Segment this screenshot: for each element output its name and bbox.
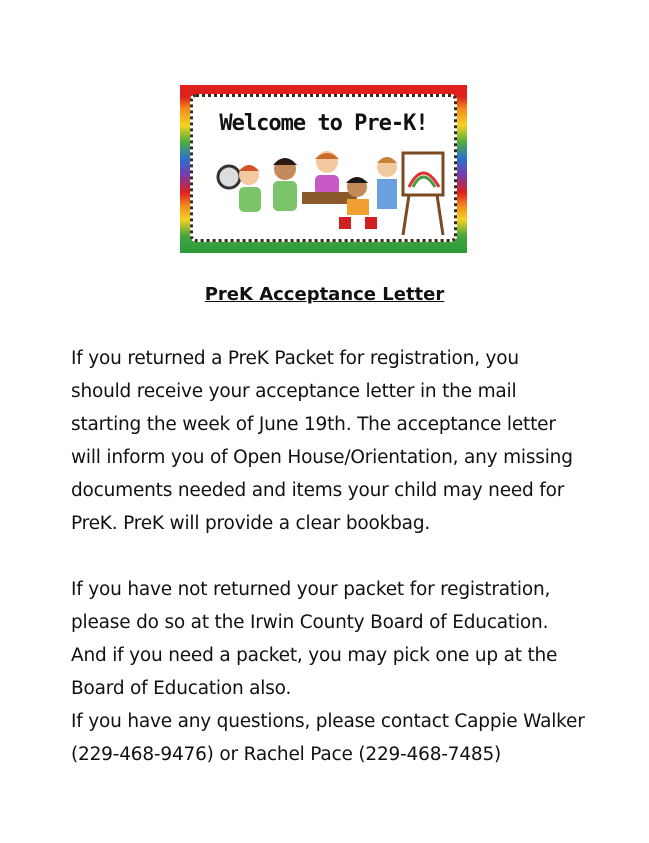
banner-text: Welcome to Pre-K! xyxy=(219,111,428,136)
page-title: PreK Acceptance Letter xyxy=(204,284,445,305)
paragraph2-line: please do so at the Irwin County Board of Education. xyxy=(71,612,549,633)
contact-phone-line: (229-468-9476) or Rachel Pace (229-468-7485) xyxy=(71,744,502,765)
paragraph2-line: And if you need a packet, you may pick one up at the xyxy=(71,645,558,666)
paragraph1-line: documents needed and items your child may need for xyxy=(71,480,565,501)
welcome-banner-image xyxy=(180,85,467,253)
paragraph1-line: PreK. PreK will provide a clear bookbag. xyxy=(71,513,431,534)
banner-card xyxy=(190,94,457,242)
paragraph2-line: Board of Education also. xyxy=(71,678,292,699)
paragraph1-line: If you returned a PreK Packet for registration, you xyxy=(71,348,519,369)
contact-line: If you have any questions, please contact Cappie Walker xyxy=(71,711,585,732)
paragraph1-line: should receive your acceptance letter in the mail xyxy=(71,381,517,402)
children-illustration xyxy=(207,147,447,237)
paragraph2-line: If you have not returned your packet for registration, xyxy=(71,579,551,600)
paragraph1-line: starting the week of June 19th. The acceptance letter xyxy=(71,414,556,435)
paragraph1-line: will inform you of Open House/Orientation, any missing xyxy=(71,447,573,468)
